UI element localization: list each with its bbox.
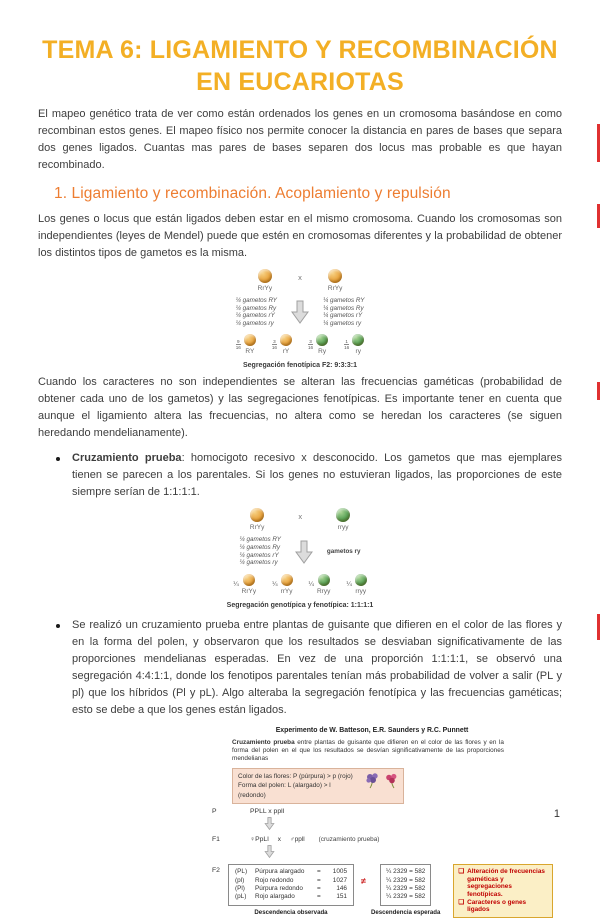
- gamete-item: ¼ gametos Ry: [323, 304, 364, 312]
- gamete-item: ¼ gametos RY: [239, 536, 281, 544]
- f1-male-genotype: ♂ppll: [289, 836, 305, 844]
- generation-label: F1: [212, 836, 220, 844]
- diagram2-parent-left: [250, 508, 264, 531]
- offspring-item: [272, 334, 292, 355]
- fraction-label: $\frac{9}{16}$: [235, 339, 241, 351]
- gamete-list-right: [323, 297, 364, 327]
- observed-offspring: [228, 864, 354, 916]
- gamete-item: ¼ gametos ry: [239, 559, 278, 567]
- pea-icon: [318, 574, 330, 586]
- offspring-item: [272, 574, 292, 595]
- offspring-item: [233, 574, 256, 595]
- down-arrow-icon: [264, 817, 275, 830]
- legend-pollen-shape: Forma del polen: L (alargado) > l (redondo): [238, 782, 331, 799]
- parent-genotype-label: RrYy: [327, 285, 343, 292]
- expected-caption: Descendencia esperada: [370, 908, 441, 916]
- offspring-genotype-label: Ry: [318, 348, 327, 356]
- offspring-genotype-label: rryy: [355, 587, 367, 595]
- generation-label: F2: [212, 867, 220, 875]
- down-arrow-icon: [291, 300, 309, 324]
- offspring-genotype-label: RY: [245, 348, 255, 356]
- bullet-rest: : homocigoto recesivo x desconocido. Los gametos que mas ejemplares tienen se parecen a los parentales. Si los genes no estuvieran ligados, las proporciones de este siempre serían de 1:1:1:1.: [72, 452, 562, 499]
- diagram1-parent-right: [328, 269, 342, 292]
- f1-note: (cruzamiento prueba): [318, 836, 380, 844]
- not-equal-symbol: ≠: [361, 876, 366, 887]
- diagram2-gametes-row: [227, 536, 374, 566]
- fraction-label: ¼: [233, 580, 239, 588]
- offspring-item: [236, 334, 256, 355]
- offspring-genotype-label: Rryy: [316, 587, 331, 595]
- generation-f2-row: [206, 864, 558, 918]
- p-cross-text: PPLL x ppll: [250, 808, 285, 816]
- conclusion-item: [458, 899, 548, 914]
- red-flower-icon: [384, 772, 399, 789]
- cross-symbol: x: [298, 273, 302, 282]
- offspring-item: [309, 574, 331, 595]
- offspring-genotype-label: RrYy: [241, 587, 257, 595]
- f2-cross-diagram: [236, 269, 365, 369]
- expected-row: ¼ 2329 = 582: [386, 885, 426, 893]
- figure-intro: [232, 739, 504, 763]
- bullet-icon: [56, 624, 60, 628]
- gamete-list-left: [239, 536, 280, 566]
- offspring-item: [344, 334, 364, 355]
- gamete-item: ¼ gametos ry: [235, 319, 274, 327]
- figure-intro-rest: entre plantas de guisante que difieren en el color de las flores y en la forma del polen en el que los resultados se desvían significativamente de las proporciones mendelianas: [232, 738, 504, 762]
- f1-cross-symbol: x: [277, 836, 281, 844]
- expected-offspring: [371, 864, 440, 916]
- page-number: 1: [553, 808, 560, 820]
- expected-row: ¼ 2329 = 582: [386, 876, 426, 884]
- offspring-item: [346, 574, 366, 595]
- gamete-item: ¼ gametos rY: [323, 312, 363, 320]
- paragraph-characters: Cuando los caracteres no son independientes se alteran las frecuencias gaméticas (probabilidad de obtener cada uno de los gametos) y las segregaciones fenotípicas. Es importante tener en cuenta que aunque el ligamiento altera las frecuencias, no altera como se heredan los caracteres (se siguen heredando mendelianamente).: [38, 376, 562, 440]
- diagram2-parent-right: [336, 508, 350, 531]
- arrow-label: gametos ry: [326, 548, 361, 556]
- observed-rows: (PL) Púrpura alargado = 1005 (pl) Rojo redondo = 1027 (Pl) Púrpura redondo = 146 (pL) Rojo alargado = 151: [235, 868, 347, 901]
- pea-icon: [336, 508, 350, 522]
- pea-icon: [243, 574, 255, 586]
- pea-icon: [258, 269, 272, 283]
- parent-genotype-label: rryy: [337, 524, 349, 532]
- page-title: [38, 34, 562, 98]
- observed-table: [228, 864, 354, 906]
- cross-symbol: x: [298, 512, 303, 522]
- generation-p-row: [206, 808, 558, 815]
- flower-icons: [365, 772, 399, 789]
- f1-female-genotype: ♀PpLl: [250, 836, 269, 844]
- gamete-item: ¼ gametos RY: [235, 297, 277, 304]
- gamete-item: ¼ gametos Ry: [239, 543, 281, 551]
- legend-flower-color: Color de las flores: P (púrpura) > p (rojo): [238, 772, 353, 780]
- checkbox-icon: ❑: [458, 868, 465, 876]
- pea-icon: [352, 334, 364, 346]
- generation-label: P: [212, 808, 217, 816]
- expected-row: ¼ 2329 = 582: [386, 868, 426, 876]
- fraction-label: ¼: [346, 580, 352, 588]
- generation-f1-row: [206, 836, 558, 843]
- bullet-cruzamiento-prueba: [38, 450, 562, 501]
- diagram2-caption: Segregación genotípica y fenotípica: 1:1:1:1: [226, 601, 374, 609]
- offspring-item: [308, 334, 328, 355]
- conclusion-item: [458, 868, 548, 898]
- pea-icon: [355, 574, 367, 586]
- diagram1-gametes-row: [236, 297, 365, 327]
- gamete-list-left: [236, 297, 277, 327]
- purple-flower-icon: [365, 772, 380, 789]
- pea-icon: [281, 574, 293, 586]
- figure-intro-lead: Cruzamiento prueba: [232, 738, 295, 746]
- diagram1-caption: Segregación fenotípica F2: 9:3:3:1: [243, 362, 357, 370]
- gamete-item: ¼ gametos rY: [235, 312, 275, 320]
- down-arrow-icon: [264, 845, 275, 858]
- diagram1-offspring-row: [236, 334, 365, 355]
- diagram2-offspring-row: [227, 574, 374, 595]
- conclusion-text: Caracteres o genes ligados: [467, 898, 527, 914]
- bullet-text: Se realizó un cruzamiento prueba entre plantas de guisante que difieren en el color de las flores y en la forma del polen, y observaron que los resultados se desviaban significativamente de las proporciones mendelianas esperadas. En vez de una proporción 1:1:1:1, se observó una segregación 4:4:1:1, donde los fenotipos parentales tenían más probabilidad de volver a salir (PL y pl) que los híbridos (Pl y pL). Algo alteraba la segregación fenotípica y las frecuencias gaméticas; esto se debe a que los genes están ligados.: [72, 618, 562, 716]
- fraction-label: $\frac{1}{16}$: [344, 339, 350, 351]
- test-cross-diagram: [227, 508, 374, 608]
- gamete-item: ¼ gametos ry: [323, 319, 362, 327]
- bullet-experimento: [38, 617, 562, 719]
- observed-caption: Descendencia observada: [254, 908, 328, 916]
- down-arrow-icon: [295, 540, 313, 564]
- bullet-text: [72, 450, 562, 501]
- conclusions-box: [453, 864, 553, 918]
- offspring-genotype-label: ry: [355, 348, 361, 356]
- pea-icon: [280, 334, 292, 346]
- figure-title: Experimento de W. Batteson, E.R. Saunders y R.C. Punnett: [275, 726, 469, 734]
- pea-icon: [316, 334, 328, 346]
- paragraph-linked-genes: Los genes o locus que están ligados deben estar en el mismo cromosoma. Cuando los cromosomas son independientes (leyes de Mendel) puede que estén en cromosomas diferentes y la probabilidad de obtener los distintos tipos de gametos es la misma.: [38, 213, 562, 259]
- pea-icon: [250, 508, 264, 522]
- offspring-genotype-label: rrYy: [280, 587, 293, 595]
- fraction-label: ¼: [308, 580, 314, 588]
- batteson-experiment-figure: [206, 727, 558, 918]
- parent-genotype-label: RrYy: [249, 524, 265, 532]
- gamete-item: ¼ gametos RY: [323, 297, 365, 304]
- offspring-genotype-label: rY: [282, 348, 290, 356]
- diagram1-parent-left: [258, 269, 272, 292]
- page-title-line1: TEMA 6: LIGAMIENTO Y RECOMBINACIÓN: [42, 36, 558, 64]
- fraction-label: ¼: [272, 580, 278, 588]
- expected-table: [380, 864, 431, 906]
- expected-row: ¼ 2329 = 582: [386, 893, 426, 901]
- gamete-item: ¼ gametos Ry: [235, 304, 277, 312]
- bullet-lead: Cruzamiento prueba: [72, 452, 182, 465]
- checkbox-icon: ❑: [458, 898, 465, 906]
- pea-icon: [244, 334, 256, 346]
- bullet-icon: [56, 457, 60, 461]
- fraction-label: $\frac{3}{16}$: [308, 339, 314, 351]
- section-heading-1: 1. Ligamiento y recombinación. Acoplamiento y repulsión: [54, 185, 451, 202]
- parent-genotype-label: RrYy: [257, 285, 273, 292]
- diagram2-parents-row: [227, 508, 374, 531]
- page-title-line2: EN EUCARIOTAS: [196, 68, 404, 96]
- traits-legend-box: [232, 768, 404, 805]
- intro-paragraph: El mapeo genético trata de ver como están ordenados los genes en un cromosoma basándose en como recombinan estos genes. El mapeo físico nos permite conocer la distancia en pares de bases que separa dos genes ligados. Cuantas mas pares de bases separen dos locus mas probable es que hayan recombinado.: [38, 108, 562, 171]
- diagram1-parents-row: [236, 269, 365, 292]
- gamete-item: ¼ gametos rY: [239, 551, 279, 559]
- conclusion-text: Alteración de frecuencias gaméticas y segregaciones fenotípicas.: [467, 868, 545, 899]
- fraction-label: $\frac{3}{16}$: [271, 339, 277, 351]
- pea-icon: [328, 269, 342, 283]
